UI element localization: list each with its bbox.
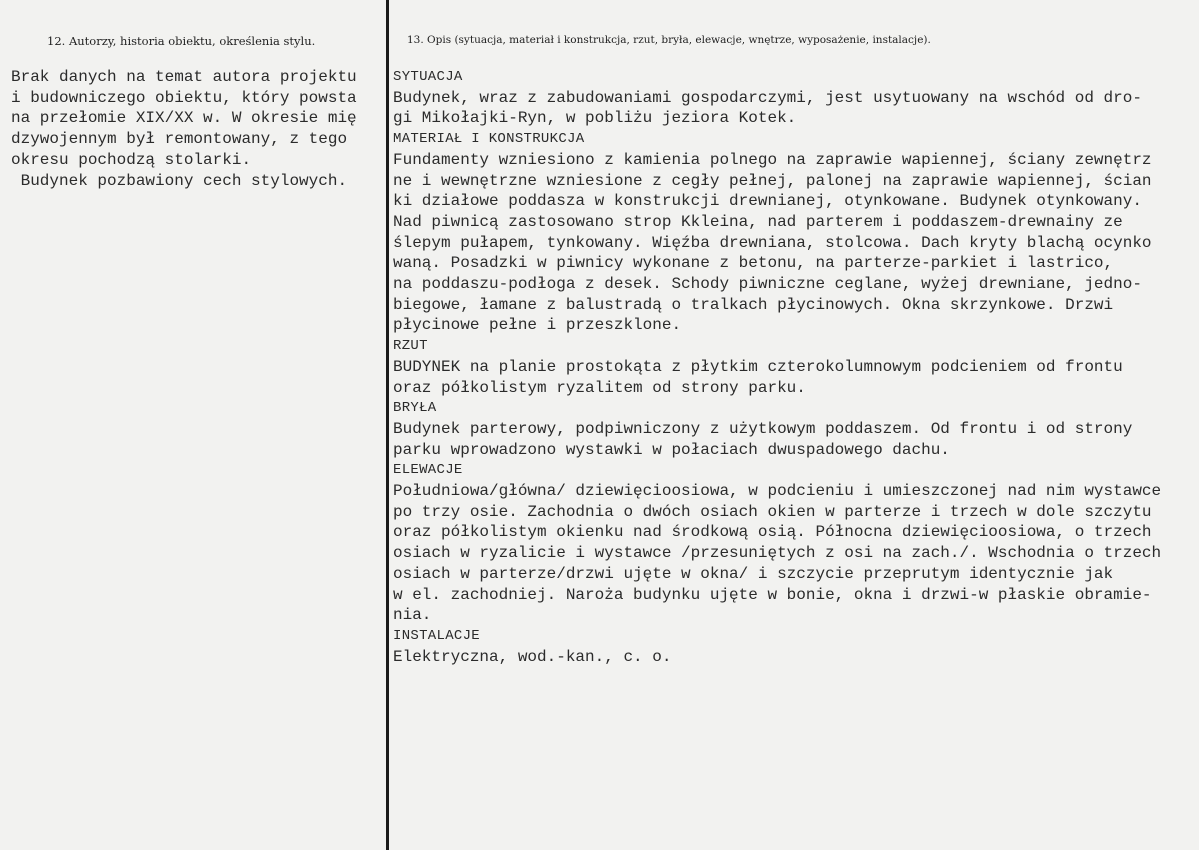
text-line: Brak danych na temat autora projektu	[11, 68, 357, 86]
text-line: osiach w parterze/drzwi ujęte w okna/ i szczycie przeprutym identycznie jak	[393, 564, 1114, 583]
text-line: Nad piwnicą zastosowano strop Kkleina, nad parterem i poddaszem-drewnainy ze	[393, 212, 1123, 231]
text-line: waną. Posadzki w piwnicy wykonane z betonu, na parterze-parkiet i lastrico,	[393, 254, 1114, 273]
heading-sytuacja: SYTUACJA	[393, 69, 463, 85]
text-line: nia.	[393, 606, 432, 625]
description-text	[393, 67, 1199, 667]
text-line: na przełomie XIX/XX w. W okresie mię	[11, 109, 357, 128]
text-line: Budynek, wraz z zabudowaniami gospodarczymi, jest usytuowany na wschód od dro-	[393, 88, 1142, 107]
text-line: osiach w ryzalicie i wystawce /przesuniętych z osi na zach./. Wschodnia o trzech	[393, 544, 1162, 563]
text-line: na poddaszu-podłoga z desek. Schody piwniczne ceglane, wyżej drewniane, jedno-	[393, 275, 1142, 294]
text-line: ślepym pułapem, tynkowany. Więźba drewniana, stolcowa. Dach kryty blachą ocynko	[393, 233, 1152, 252]
heading-bryla: BRYŁA	[393, 400, 437, 417]
heading-material-konstrukcja: MATERIAŁ I KONSTRUKCJA	[393, 131, 585, 148]
text-line: i budowniczego obiektu, który powsta	[11, 88, 357, 107]
text-line: BUDYNEK na planie prostokąta z płytkim czterokolumnowym podcieniem od frontu	[393, 357, 1123, 376]
text-line: gi Mikołajki-Ryn, w pobliżu jeziora Kotek.	[393, 109, 797, 128]
text-line: okresu pochodzą stolarki.	[11, 150, 252, 169]
text-line: Elektryczna, wod.-kan., c. o.	[393, 647, 672, 666]
text-line: Południowa/główna/ dziewięcioosiowa, w podcieniu i umieszczonej nad nim wystawce	[393, 482, 1162, 501]
text-line: ne i wewnętrzne wzniesione z cegły pełnej, palonej na zaprawie wapiennej, ścian	[393, 171, 1152, 190]
text-line: biegowe, łamane z balustradą o tralkach płycinowych. Okna skrzynkowe. Drzwi	[393, 295, 1114, 314]
text-line: płycinowe pełne i przeszklone.	[393, 316, 682, 335]
text-line: oraz półkolistym ryzalitem od strony parku.	[393, 378, 806, 397]
authors-history-text	[11, 67, 387, 191]
text-line: Budynek pozbawiony cech stylowych.	[11, 171, 348, 190]
section-13-header: 13. Opis (sytuacja, materiał i konstrukcja, rzut, bryła, elewacje, wnętrze, wyposażenie, instalacje).	[407, 34, 931, 46]
text-line: Fundamenty wzniesiono z kamienia polnego na zaprawie wapiennej, ściany zewnętrz	[393, 150, 1152, 169]
heading-instalacje: INSTALACJE	[393, 627, 481, 644]
heading-elewacje: ELEWACJE	[393, 462, 463, 479]
heading-rzut: RZUT	[393, 338, 428, 355]
text-line: w el. zachodniej. Naroża budynku ujęte w bonie, okna i drzwi-w płaskie obramie-	[393, 585, 1152, 604]
text-line: parku wprowadzono wystawki w połaciach dwuspadowego dachu.	[393, 440, 950, 459]
text-line: ki działowe poddasza w konstrukcji drewnianej, otynkowane. Budynek otynkowany.	[393, 192, 1142, 211]
text-line: oraz półkolistym okienku nad środkową osią. Północna dziewięcioosiowa, o trzech	[393, 523, 1152, 542]
text-line: Budynek parterowy, podpiwniczony z użytkowym poddaszem. Od frontu i od strony	[393, 419, 1133, 438]
text-line: dzywojennym był remontowany, z tego	[11, 130, 348, 149]
text-line: po trzy osie. Zachodnia o dwóch osiach okien w parterze i trzech w dole szczytu	[393, 502, 1152, 521]
section-12-header: 12. Autorzy, historia obiektu, określenia stylu.	[47, 34, 316, 48]
